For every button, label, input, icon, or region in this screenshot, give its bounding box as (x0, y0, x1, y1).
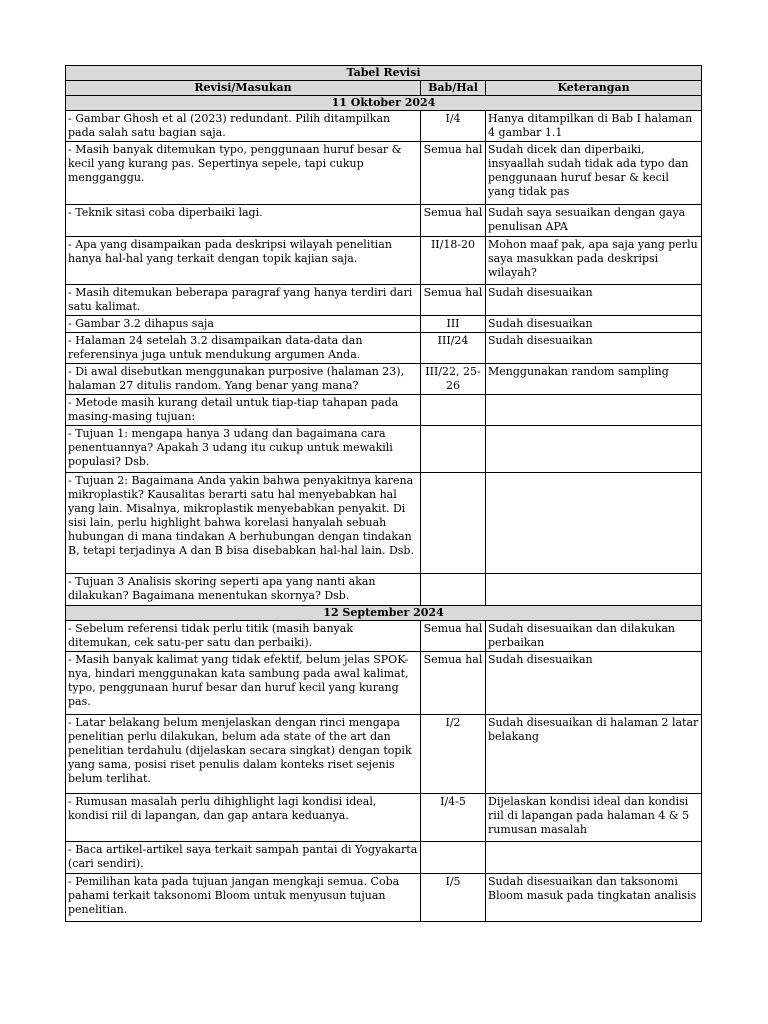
table-row (66, 237, 702, 285)
section-date: 11 Oktober 2024 (66, 96, 702, 111)
cell-keterangan: Hanya ditampilkan di Bab I halaman 4 gambar 1.1 (486, 111, 702, 142)
cell-revisi: - Tujuan 2: Bagaimana Anda yakin bahwa penyakitnya karena mikroplastik? Kausalitas berarti satu hal menyebabkan hal yang lain. Misalnya, mikroplastik menyebabkan penyakit. Di sisi lain, perlu highlight bahwa korelasi hanyalah sebuah hubungan di mana tindakan A berhubungan dengan tindakan B, tetapi terjadinya A dan B bisa disebabkan hal-hal lain. Dsb. (66, 473, 421, 574)
cell-revisi: - Apa yang disampaikan pada deskripsi wilayah penelitian hanya hal-hal yang terkait dengan topik kajian saja. (66, 237, 421, 285)
table-row (66, 574, 702, 606)
cell-bab-hal: I/4 (421, 111, 486, 142)
table-row (66, 874, 702, 922)
table-row (66, 333, 702, 364)
cell-keterangan: Sudah disesuaikan dan taksonomi Bloom masuk pada tingkatan analisis (486, 874, 702, 922)
header-revisi: Revisi/Masukan (66, 81, 421, 96)
cell-keterangan (486, 426, 702, 473)
table-row (66, 842, 702, 874)
table-row (66, 794, 702, 842)
cell-bab-hal (421, 395, 486, 426)
table-row (66, 395, 702, 426)
cell-bab-hal: Semua hal (421, 142, 486, 205)
cell-revisi: - Masih ditemukan beberapa paragraf yang hanya terdiri dari satu kalimat. (66, 285, 421, 316)
cell-keterangan: Dijelaskan kondisi ideal dan kondisi riil di lapangan pada halaman 4 & 5 rumusan masalah (486, 794, 702, 842)
cell-bab-hal: I/5 (421, 874, 486, 922)
table-title: Tabel Revisi (66, 66, 702, 81)
cell-bab-hal: II/18-20 (421, 237, 486, 285)
table-row (66, 426, 702, 473)
table-row (66, 364, 702, 395)
cell-revisi: - Rumusan masalah perlu dihighlight lagi kondisi ideal, kondisi riil di lapangan, dan gap antara keduanya. (66, 794, 421, 842)
cell-keterangan (486, 842, 702, 874)
cell-bab-hal (421, 426, 486, 473)
section-header-row (66, 96, 702, 111)
header-keterangan: Keterangan (486, 81, 702, 96)
cell-keterangan: Sudah dicek dan diperbaiki, insyaallah sudah tidak ada typo dan penggunaan huruf besar & kecil yang tidak pas (486, 142, 702, 205)
table-row (66, 316, 702, 333)
table-row (66, 111, 702, 142)
cell-bab-hal: III/22, 25-26 (421, 364, 486, 395)
cell-bab-hal: I/4-5 (421, 794, 486, 842)
cell-keterangan: Mohon maaf pak, apa saja yang perlu saya masukkan pada deskripsi wilayah? (486, 237, 702, 285)
cell-revisi: - Tujuan 1: mengapa hanya 3 udang dan bagaimana cara penentuannya? Apakah 3 udang itu cukup untuk mewakili populasi? Dsb. (66, 426, 421, 473)
cell-revisi: - Pemilihan kata pada tujuan jangan mengkaji semua. Coba pahami terkait taksonomi Bloom untuk menyusun tujuan penelitian. (66, 874, 421, 922)
table-body (66, 96, 702, 922)
table-row (66, 621, 702, 652)
table-row (66, 652, 702, 715)
revision-table (65, 65, 702, 922)
cell-bab-hal (421, 473, 486, 574)
cell-keterangan: Sudah saya sesuaikan dengan gaya penulisan APA (486, 205, 702, 237)
table-row (66, 285, 702, 316)
cell-keterangan: Sudah disesuaikan (486, 652, 702, 715)
cell-keterangan (486, 574, 702, 606)
cell-bab-hal: Semua hal (421, 205, 486, 237)
cell-bab-hal (421, 842, 486, 874)
cell-revisi: - Tujuan 3 Analisis skoring seperti apa yang nanti akan dilakukan? Bagaimana menentukan skornya? Dsb. (66, 574, 421, 606)
table-row (66, 205, 702, 237)
cell-revisi: - Di awal disebutkan menggunakan purposive (halaman 23), halaman 27 ditulis random. Yang benar yang mana? (66, 364, 421, 395)
table-row (66, 473, 702, 574)
cell-keterangan (486, 473, 702, 574)
cell-revisi: - Gambar 3.2 dihapus saja (66, 316, 421, 333)
table-row (66, 142, 702, 205)
cell-keterangan: Sudah disesuaikan di halaman 2 latar belakang (486, 715, 702, 794)
cell-bab-hal: I/2 (421, 715, 486, 794)
cell-keterangan: Menggunakan random sampling (486, 364, 702, 395)
section-date: 12 September 2024 (66, 606, 702, 621)
table-row (66, 715, 702, 794)
cell-revisi: - Latar belakang belum menjelaskan dengan rinci mengapa penelitian perlu dilakukan, belum ada state of the art dan penelitian terdahulu (dijelaskan secara singkat) dengan topik yang sama, posisi riset penulis dalam konteks riset sejenis belum terlihat. (66, 715, 421, 794)
cell-keterangan: Sudah disesuaikan (486, 333, 702, 364)
cell-revisi: - Baca artikel-artikel saya terkait sampah pantai di Yogyakarta (cari sendiri). (66, 842, 421, 874)
section-header-row (66, 606, 702, 621)
cell-bab-hal: III/24 (421, 333, 486, 364)
cell-keterangan: Sudah disesuaikan dan dilakukan perbaikan (486, 621, 702, 652)
header-bab-hal: Bab/Hal (421, 81, 486, 96)
cell-revisi: - Teknik sitasi coba diperbaiki lagi. (66, 205, 421, 237)
cell-revisi: - Metode masih kurang detail untuk tiap-tiap tahapan pada masing-masing tujuan: (66, 395, 421, 426)
cell-revisi: - Halaman 24 setelah 3.2 disampaikan data-data dan referensinya juga untuk mendukung argumen Anda. (66, 333, 421, 364)
cell-revisi: - Masih banyak kalimat yang tidak efektif, belum jelas SPOK-nya, hindari menggunakan kata sambung pada awal kalimat, typo, penggunaan huruf besar dan huruf kecil yang kurang pas. (66, 652, 421, 715)
cell-revisi: - Sebelum referensi tidak perlu titik (masih banyak ditemukan, cek satu-per satu dan perbaiki). (66, 621, 421, 652)
cell-keterangan: Sudah disesuaikan (486, 285, 702, 316)
cell-bab-hal: III (421, 316, 486, 333)
cell-revisi: - Masih banyak ditemukan typo, penggunaan huruf besar & kecil yang kurang pas. Sepertinya sepele, tapi cukup mengganggu. (66, 142, 421, 205)
cell-revisi: - Gambar Ghosh et al (2023) redundant. Pilih ditampilkan pada salah satu bagian saja. (66, 111, 421, 142)
cell-bab-hal: Semua hal (421, 652, 486, 715)
cell-bab-hal: Semua hal (421, 285, 486, 316)
cell-bab-hal (421, 574, 486, 606)
cell-bab-hal: Semua hal (421, 621, 486, 652)
cell-keterangan: Sudah disesuaikan (486, 316, 702, 333)
cell-keterangan (486, 395, 702, 426)
